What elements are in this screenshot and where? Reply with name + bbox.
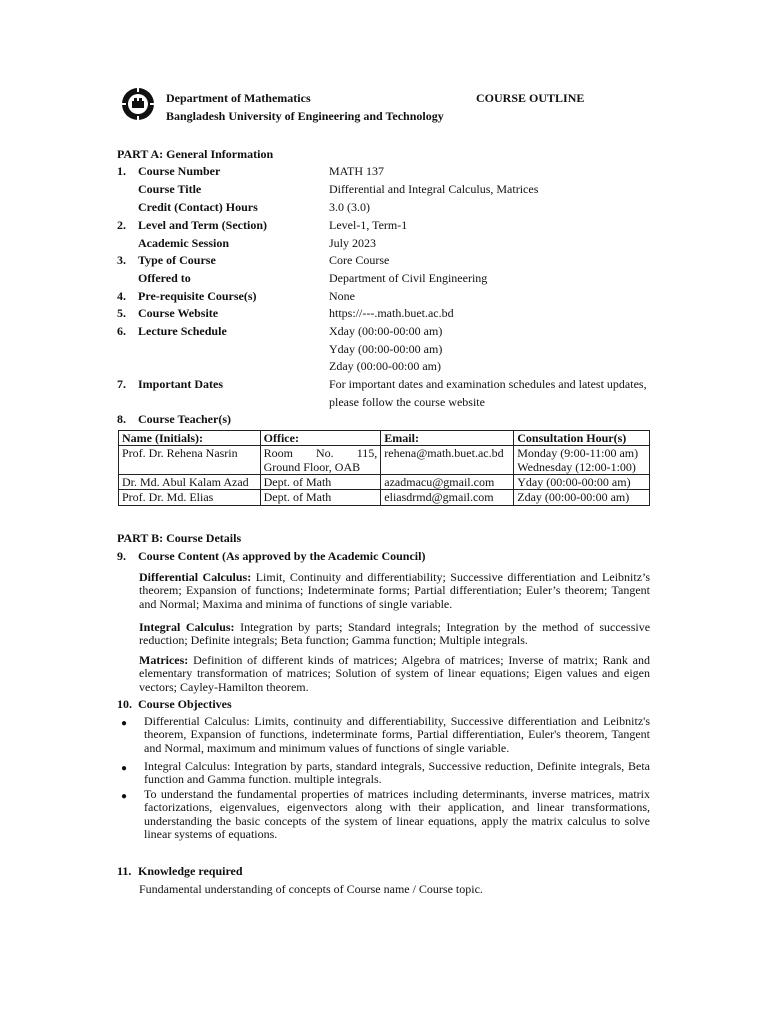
section-heading: 9. Course Content (As approved by the Academic Council) xyxy=(117,549,426,563)
course-website-link[interactable]: https://---.math.buet.ac.bd xyxy=(329,306,454,320)
bullet-icon: ● xyxy=(121,763,128,774)
info-row: 4. Pre-requisite Course(s) None xyxy=(117,289,355,303)
teacher-email[interactable]: eliasdrmd@gmail.com xyxy=(381,490,514,506)
content-matrices: Matrices: Definition of different kinds of matrices; Algebra of matrices; Inverse of matrix; Rank and elementary transformation of matrices; Solution of system of linear equations; Eigen values and eigen vectors; Cayley-Hamilton theorem. xyxy=(139,653,650,694)
column-header: Office: xyxy=(260,431,381,446)
teacher-name: Prof. Dr. Rehena Nasrin xyxy=(119,446,261,475)
info-row: 8. Course Teacher(s) xyxy=(117,412,231,426)
teacher-office: Dept. of Math xyxy=(260,475,381,490)
bullet-icon: ● xyxy=(121,718,128,729)
table-row xyxy=(119,446,650,475)
info-row: 3. Type of Course Core Course xyxy=(117,253,390,267)
content-differential-calculus: Differential Calculus: Limit, Continuity and differentiability; Successive differentiation and Leibnitz’s theorem; Expansion of functions; Indeterminate forms; Partial differentiation; Euler’s theorem; Tangent and Normal; Maxima and minima of functions of single variable. xyxy=(139,570,651,611)
department-name: Department of Mathematics xyxy=(166,91,311,105)
section-heading: 11. Knowledge required xyxy=(117,864,243,878)
teacher-office: Room No. 115, Ground Floor, OAB xyxy=(260,446,381,475)
document-title: COURSE OUTLINE xyxy=(476,91,585,105)
teacher-hours: Yday (00:00-00:00 am) xyxy=(514,475,650,490)
objective-item: To understand the fundamental properties of matrices including determinants, inverse matrices, matrix factorizations, eigenvalues, eigenvectors along with their application, and linear transformations, understanding the basic concepts of the system of linear equations, apply the matrix calculus to solve linear systems of equations. xyxy=(144,787,650,842)
info-row: Course Title Differential and Integral Calculus, Matrices xyxy=(138,182,539,196)
teacher-hours: Zday (00:00-00:00 am) xyxy=(514,490,650,506)
table-row xyxy=(119,490,650,506)
teacher-hours: Monday (9:00-11:00 am) Wednesday (12:00-1:00) xyxy=(514,446,650,475)
section-heading: 10. Course Objectives xyxy=(117,697,232,711)
info-row: Zday (00:00-00:00 am) xyxy=(329,359,441,373)
part-a-title: PART A: General Information xyxy=(117,147,274,161)
teacher-office: Dept. of Math xyxy=(260,490,381,506)
teacher-name: Dr. Md. Abul Kalam Azad xyxy=(119,475,261,490)
table-row xyxy=(119,475,650,490)
table-header-row xyxy=(119,431,650,446)
info-row: 2. Level and Term (Section) Level-1, Term-1 xyxy=(117,218,408,232)
info-row: Academic Session July 2023 xyxy=(138,236,377,250)
objective-item: Differential Calculus: Limits, continuity and differentiability, Successive differentiation and Leibnitz's theorem, Expansion of functions, indeterminate forms, Partial differentiation, Euler's theorem, Tangent and Normal, maximum and minimum values of functions of single variable. xyxy=(144,714,650,755)
part-b-title: PART B: Course Details xyxy=(117,531,242,545)
info-row: Credit (Contact) Hours 3.0 (3.0) xyxy=(138,200,370,214)
column-header: Name (Initials): xyxy=(119,431,261,446)
teacher-email[interactable]: azadmacu@gmail.com xyxy=(381,475,514,490)
info-row: 7. Important Dates For important dates and examination schedules and latest updates, xyxy=(117,377,647,391)
info-row: Offered to Department of Civil Engineering xyxy=(138,271,488,285)
teacher-name: Prof. Dr. Md. Elias xyxy=(119,490,261,506)
university-logo xyxy=(121,87,155,121)
info-row: 1. Course Number MATH 137 xyxy=(117,164,385,178)
university-name: Bangladesh University of Engineering and Technology xyxy=(166,109,444,123)
teacher-email[interactable]: rehena@math.buet.ac.bd xyxy=(381,446,514,475)
bullet-icon: ● xyxy=(121,791,128,802)
info-row: Yday (00:00-00:00 am) xyxy=(329,342,443,356)
info-row: 6. Lecture Schedule Xday (00:00-00:00 am) xyxy=(117,324,443,338)
info-row: 5. Course Website https://---.math.buet.ac.bd xyxy=(117,306,454,320)
content-integral-calculus: Integral Calculus: Integration by parts; Standard integrals; Integration by the method of successive reduction; Definite integrals; Beta function; Gamma function; Multiple integrals. xyxy=(139,620,651,648)
course-teachers-table xyxy=(118,430,650,506)
column-header: Email: xyxy=(381,431,514,446)
knowledge-required-text: Fundamental understanding of concepts of Course name / Course topic. xyxy=(139,882,483,896)
objective-item: Integral Calculus: Integration by parts, standard integrals, Successive reduction, Definite integrals, Beta function and Gamma function. multiple integrals. xyxy=(144,759,650,787)
column-header: Consultation Hour(s) xyxy=(514,431,650,446)
info-row: please follow the course website xyxy=(329,395,485,409)
